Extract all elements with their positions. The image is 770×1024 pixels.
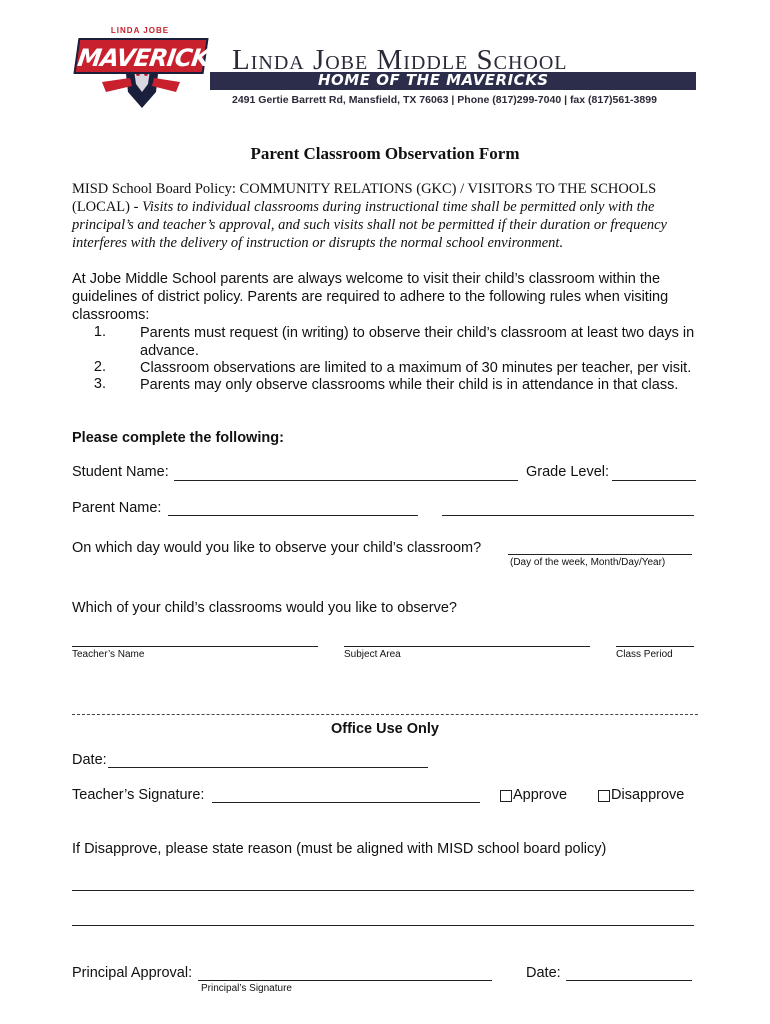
complete-heading: Please complete the following: bbox=[72, 430, 284, 446]
class-period-field[interactable] bbox=[616, 646, 694, 647]
teacher-signature-field[interactable] bbox=[212, 802, 480, 803]
classroom-question: Which of your child’s classrooms would you like to observe? bbox=[72, 600, 457, 616]
logo-top-text: LINDA JOBE bbox=[110, 26, 170, 35]
disapprove-reason-prompt: If Disapprove, please state reason (must be aligned with MISD school board policy) bbox=[72, 841, 607, 857]
office-date-label: Date: bbox=[72, 752, 107, 768]
school-address: 2491 Gertie Barrett Rd, Mansfield, TX 76063 | Phone (817)299-7040 | fax (817)561-3899 bbox=[232, 94, 657, 106]
policy-lead: MISD School Board Policy: COMMUNITY RELATIONS (GKC) / VISITORS TO THE SCHOOLS (LOCAL) - bbox=[72, 181, 657, 215]
subject-area-caption: Subject Area bbox=[344, 649, 401, 660]
subject-area-field[interactable] bbox=[344, 646, 590, 647]
parent-name-field-second[interactable] bbox=[442, 515, 694, 516]
parent-name-field[interactable] bbox=[168, 515, 418, 516]
disapprove-checkbox[interactable] bbox=[598, 790, 610, 802]
policy-paragraph bbox=[72, 180, 712, 252]
student-name-field[interactable] bbox=[174, 480, 518, 481]
office-heading: Office Use Only bbox=[331, 721, 439, 737]
observation-day-field[interactable] bbox=[508, 554, 692, 555]
grade-level-field[interactable] bbox=[612, 480, 696, 481]
reason-line[interactable] bbox=[72, 925, 694, 926]
teacher-name-field[interactable] bbox=[72, 646, 318, 647]
school-name: Linda Jobe Middle School bbox=[232, 44, 568, 76]
principal-date-field[interactable] bbox=[566, 980, 692, 981]
rule-text: Classroom observations are limited to a maximum of 30 minutes per teacher, per visit. bbox=[140, 360, 692, 376]
teacher-name-caption: Teacher’s Name bbox=[72, 649, 145, 660]
class-period-caption: Class Period bbox=[616, 649, 673, 660]
form-title: Parent Classroom Observation Form bbox=[250, 144, 520, 163]
rule-number: 1. bbox=[93, 324, 106, 340]
office-date-field[interactable] bbox=[108, 767, 428, 768]
disapprove-label: Disapprove bbox=[611, 787, 685, 803]
principal-approval-label: Principal Approval: bbox=[72, 965, 193, 981]
rule-number: 2. bbox=[93, 359, 106, 375]
parent-name-label: Parent Name: bbox=[72, 500, 162, 516]
policy-quote: Visits to individual classrooms during instructional time shall be permitted only with the principal’s and teacher’s approval, and such visits shall not be permitted if their duration or frequency interferes with the delivery of instruction or disrupts the normal school environment. bbox=[72, 199, 667, 251]
student-name-label: Student Name: bbox=[72, 464, 169, 480]
intro-paragraph: At Jobe Middle School parents are always welcome to visit their child’s classroom within the guidelines of district policy. Parents are required to adhere to the following rules when visiting classrooms: bbox=[72, 271, 669, 323]
day-question: On which day would you like to observe your child’s classroom? bbox=[72, 540, 482, 556]
rule-text: Parents must request (in writing) to observe their child’s classroom at least two days in advance. bbox=[140, 325, 695, 359]
approve-label: Approve bbox=[513, 787, 568, 803]
rule-text: Parents may only observe classrooms while their child is in attendance in that class. bbox=[140, 377, 679, 393]
office-divider bbox=[72, 714, 698, 715]
rule-number: 3. bbox=[93, 376, 106, 392]
principal-date-label: Date: bbox=[526, 965, 561, 981]
teacher-signature-label: Teacher’s Signature: bbox=[72, 787, 205, 803]
school-logo bbox=[72, 22, 228, 110]
reason-line[interactable] bbox=[72, 890, 694, 891]
approve-checkbox[interactable] bbox=[500, 790, 512, 802]
logo-wordmark: MAVERICKS bbox=[73, 38, 208, 74]
principal-signature-caption: Principal’s Signature bbox=[201, 983, 292, 994]
grade-level-label: Grade Level: bbox=[526, 464, 610, 480]
day-hint: (Day of the week, Month/Day/Year) bbox=[510, 557, 666, 568]
principal-signature-field[interactable] bbox=[198, 980, 492, 981]
tagline: HOME OF THE MAVERICKS bbox=[318, 71, 549, 89]
